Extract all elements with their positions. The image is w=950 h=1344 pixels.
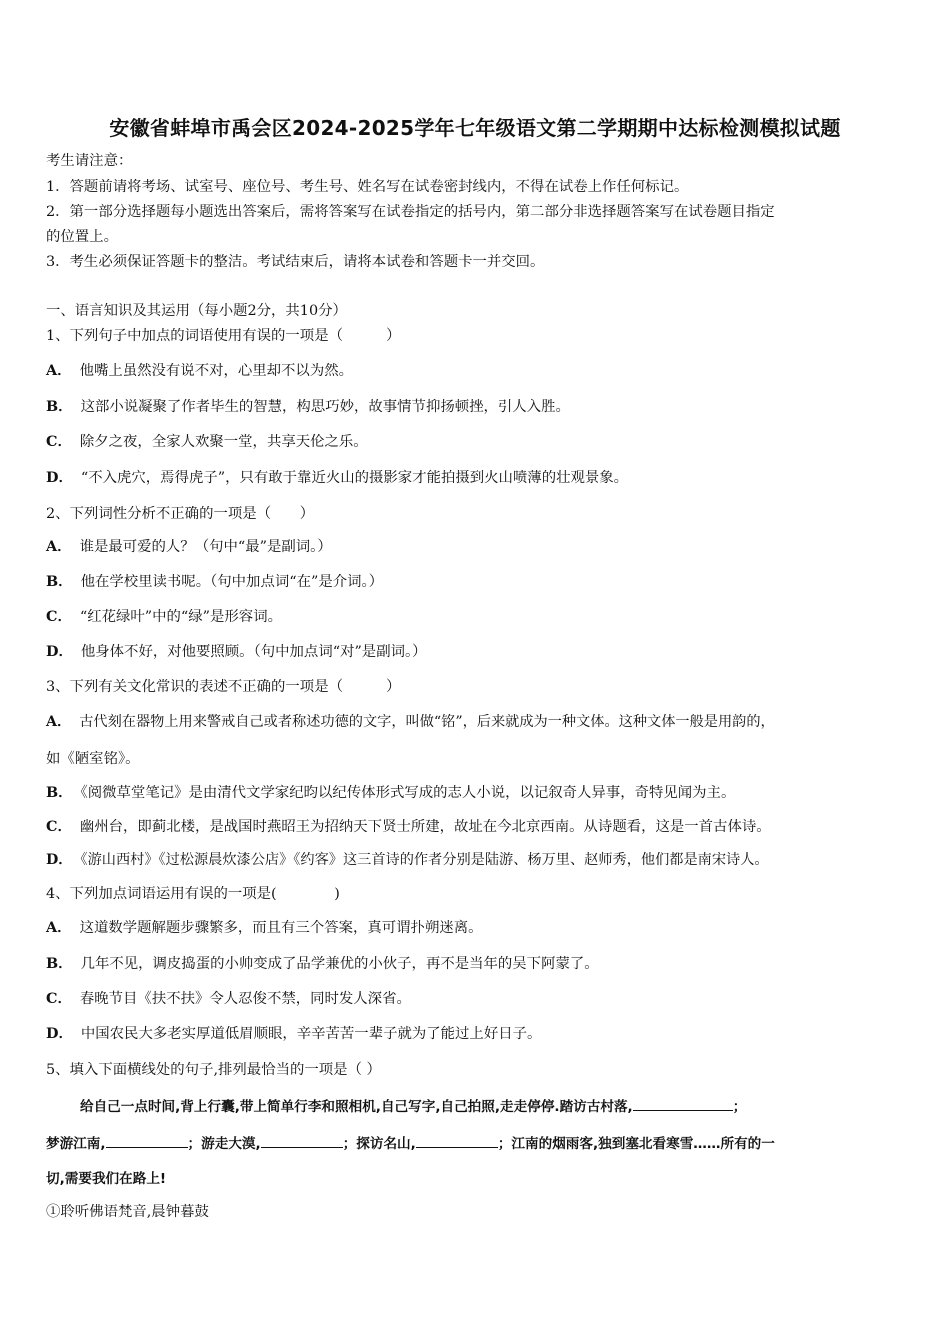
answer-blank-3[interactable] xyxy=(261,1133,343,1148)
question-3-option-c xyxy=(46,818,916,836)
question-3-option-a-cont: 如《陋室铭》。 xyxy=(46,751,140,767)
exam-title: 安徽省蚌埠市禹会区2024-2025学年七年级语文第二学期期中达标检测模拟试题 xyxy=(109,116,841,140)
option-text: 这部小说凝聚了作者毕生的智慧，构思巧妙，故事情节抑扬顿挫，引人入胜。 xyxy=(80,399,570,415)
option-label: A． xyxy=(46,538,72,555)
option-text: 除夕之夜，全家人欢聚一堂，共享天伦之乐。 xyxy=(79,434,368,450)
option-text: 古代刻在器物上用来警戒自己或者称述功德的文字，叫做“铭”，后来就成为一种文体。这种文体一般是用韵的， xyxy=(79,714,775,730)
option-label: C． xyxy=(46,990,72,1007)
question-5-passage-line-3: 切,需要我们在路上! xyxy=(46,1171,167,1187)
question-4-option-b xyxy=(46,955,916,973)
question-3-stem: 3、下列有关文化常识的表述不正确的一项是（ ） xyxy=(46,679,401,695)
notice-item-3: 3．考生必须保证答题卡的整洁。考试结束后，请将本试卷和答题卡一并交回。 xyxy=(46,254,545,270)
passage-text: ；探访名山, xyxy=(342,1136,416,1152)
notice-item-2-cont: 的位置上。 xyxy=(46,229,118,245)
option-text: “不入虎穴，焉得虎子”，只有敢于靠近火山的摄影家才能拍摄到火山喷薄的壮观景象。 xyxy=(80,470,629,486)
notice-heading: 考生请注意： xyxy=(46,153,133,169)
passage-text: ； xyxy=(732,1099,747,1115)
passage-text: ；游走大漠, xyxy=(187,1136,261,1152)
option-label: D． xyxy=(46,469,73,486)
question-5-passage-line-1 xyxy=(80,1096,920,1116)
option-label: D． xyxy=(46,852,73,868)
question-4-stem: 4、下列加点词语运用有误的一项是( ) xyxy=(46,886,340,902)
option-label: C． xyxy=(46,818,72,835)
option-text: 谁是最可爱的人？（句中“最”是副词。） xyxy=(79,539,332,555)
option-text: 几年不见，调皮捣蛋的小帅变成了品学兼优的小伙子，再不是当年的吴下阿蒙了。 xyxy=(80,956,599,972)
option-label: B． xyxy=(46,573,73,590)
answer-blank-2[interactable] xyxy=(106,1133,188,1148)
answer-blank-1[interactable] xyxy=(633,1096,733,1111)
answer-blank-4[interactable] xyxy=(416,1133,498,1148)
option-text: “红花绿叶”中的“绿”是形容词。 xyxy=(79,609,282,625)
passage-text: ；江南的烟雨客,独到塞北看寒雪……所有的一 xyxy=(497,1136,775,1152)
question-4-option-c xyxy=(46,990,916,1008)
question-3-option-b xyxy=(46,784,916,802)
option-label: D． xyxy=(46,1025,73,1042)
question-2-option-b xyxy=(46,573,916,591)
question-5-choice-1: ①聆听佛语梵音,晨钟暮鼓 xyxy=(46,1204,209,1220)
option-text: 《游山西村》《过松源晨炊漆公店》《约客》这三首诗的作者分别是陆游、杨万里、赵师秀，他们都是南宋诗人。 xyxy=(80,852,769,868)
option-label: B． xyxy=(46,784,73,801)
option-label: B． xyxy=(46,398,73,415)
question-4-option-a xyxy=(46,919,916,937)
passage-text: 给自己一点时间,背上行囊,带上简单行李和照相机,自己写字,自己拍照,走走停停.踏访古村落, xyxy=(80,1099,633,1115)
option-label: D． xyxy=(46,643,73,660)
option-text: 幽州台，即蓟北楼，是战国时燕昭王为招纳天下贤士所建，故址在今北京西南。从诗题看，这是一首古体诗。 xyxy=(79,819,771,835)
option-text: 这道数学题解题步骤繁多，而且有三个答案，真可谓扑朔迷离。 xyxy=(79,920,483,936)
section-heading: 一、语言知识及其运用（每小题2分，共10分） xyxy=(46,303,347,319)
option-label: A． xyxy=(46,362,72,379)
option-text: 春晚节目《扶不扶》令人忍俊不禁，同时发人深省。 xyxy=(79,991,411,1007)
option-text: 他在学校里读书呢。（句中加点词“在”是介词。） xyxy=(80,574,384,590)
notice-item-1: 1．答题前请将考场、试室号、座位号、考生号、姓名写在试卷密封线内，不得在试卷上作任何标记。 xyxy=(46,179,689,195)
option-label: A． xyxy=(46,919,72,936)
question-1-option-d xyxy=(46,469,916,487)
notice-item-2: 2．第一部分选择题每小题选出答案后，需将答案写在试卷指定的括号内，第二部分非选择题答案写在试卷题目指定 xyxy=(46,204,775,220)
question-1-stem: 1、下列句子中加点的词语使用有误的一项是（ ） xyxy=(46,328,401,344)
question-1-option-c xyxy=(46,433,916,451)
passage-text: 梦游江南, xyxy=(46,1136,106,1152)
question-2-option-a xyxy=(46,538,916,556)
option-text: 《阅微草堂笔记》是由清代文学家纪昀以纪传体形式写成的志人小说，以记叙奇人异事，奇特见闻为主。 xyxy=(80,785,736,801)
option-label: C． xyxy=(46,433,72,450)
question-3-option-a xyxy=(46,713,916,731)
question-2-stem: 2、下列词性分析不正确的一项是（ ） xyxy=(46,506,315,522)
question-5-stem: 5、填入下面横线处的句子,排列最恰当的一项是（ ） xyxy=(46,1062,381,1078)
question-2-option-c xyxy=(46,608,916,626)
option-label: C． xyxy=(46,608,72,625)
option-text: 他嘴上虽然没有说不对，心里却不以为然。 xyxy=(79,363,353,379)
option-label: B． xyxy=(46,955,73,972)
option-text: 中国农民大多老实厚道低眉顺眼，辛辛苦苦一辈子就为了能过上好日子。 xyxy=(80,1026,542,1042)
question-1-option-b xyxy=(46,398,916,416)
question-4-option-d xyxy=(46,1025,916,1043)
question-5-passage-line-2 xyxy=(46,1133,906,1153)
question-2-option-d xyxy=(46,643,916,661)
option-label: A． xyxy=(46,714,72,730)
option-text: 他身体不好，对他要照顾。（句中加点词“对”是副词。） xyxy=(80,644,427,660)
question-1-option-a xyxy=(46,362,916,380)
question-3-option-d xyxy=(46,851,916,869)
